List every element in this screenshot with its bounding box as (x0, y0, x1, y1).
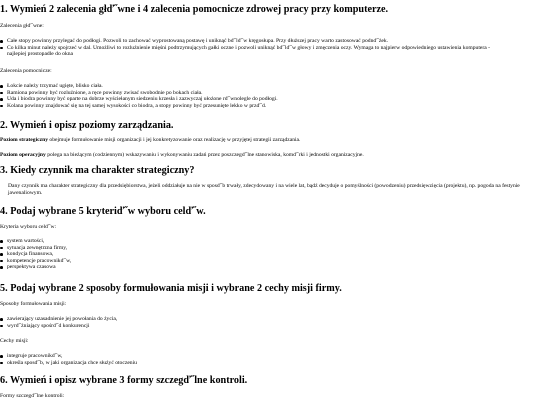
list-item: Uda i biodra powinny być oparte na dobrze wyściełanym siedzeniu krzesła i zazwyczaj ułożone rď˝wnolegle do podłogi. (0, 96, 505, 103)
section-4-list (0, 238, 505, 271)
section-5-label-ways: Sposoby formułowania misji: (0, 301, 67, 307)
list-item: określa sposď˝b, w jaki organizacja chce służyć otoczeniu (0, 360, 505, 367)
list-item: Kolana powinny znajdować się na tej samej wysokości co biodra, a stopy powinny być przesunięte lekko w przď˝d. (0, 103, 505, 110)
term-operational-level: Poziom operacyjny (0, 152, 46, 158)
list-item: system wartości, (0, 238, 505, 245)
list-item: Co kilka minut należy spojrzeć w dal. Umożliwi to rozluźnienie mięśni podtrzymujących gałki oczne i pozwoli uniknąć bď˝lď˝w głowy i zmęczenia oczy. Wymaga to najpierw odpowiedniego ustawienia komputera - najlepiej prostopadle do okna (0, 45, 505, 58)
list-item: sytuacja zewnętrzna firmy, (0, 245, 505, 252)
section-1-heading: 1. Wymień 2 zalecenia głď˝wne i 4 zalecenia pomocnicze zdrowej pracy przy komputerze. (0, 4, 389, 15)
list-item: wyrď˝żniający spośrď˝d konkurencji (0, 323, 505, 330)
section-1-aux-list (0, 83, 505, 109)
section-4-heading: 4. Podaj wybrane 5 kryteriď˝w wyboru celď˝w. (0, 206, 206, 217)
section-2-heading: 2. Wymień i opisz poziomy zarządzania. (0, 120, 174, 131)
section-6-heading: 6. Wymień i opisz wybrane 3 formy szczegď˝lne kontroli. (0, 375, 248, 386)
section-1-label-main: Zalecenia głď˝wne: (0, 23, 44, 29)
section-5-label-features: Cechy misji: (0, 338, 29, 344)
section-2-paragraph-1 (0, 137, 520, 144)
section-5-heading: 5. Podaj wybrane 2 sposoby formułowania misji i wybrane 2 cechy misji firmy. (0, 283, 342, 294)
list-item: zawierający uzasadnienie jej powołania do życia, (0, 316, 505, 323)
section-6-label: Formy szczegď˝lne kontroli: (0, 393, 65, 399)
strategic-level-desc: obejmuje formułowanie misji organizacji i jej konkretyzowanie oraz realizację w przyjętej strategii zarządzania. (48, 137, 301, 143)
section-1-main-list (0, 38, 505, 58)
section-3-heading: 3. Kiedy czynnik ma charakter strategiczny? (0, 165, 195, 176)
section-3-paragraph: Dany czynnik ma charakter strategiczny dla przedsiębiorstwa, jeżeli oddziałuje na nie w sposď˝b trwały, zdecydowany i na wiele lat, bądź decyduje o pomyślności (powodzeniu) przedsięwzięcia (projektu), np. pogoda na festynie jawenaliowym. (8, 183, 520, 196)
operational-level-desc: polega na bieżącym (codziennym) wskazywaniu i wykonywaniu zadań przez poszczegď˝lne stanowiska, komď˝rki i jednostki organizacyjne. (45, 152, 364, 158)
list-item: perspektywa czasowa (0, 264, 505, 271)
list-item: Łokcie należy trzymać ugięte, blisko ciała. (0, 83, 505, 90)
section-5-features-list (0, 353, 505, 366)
list-item: Całe stopy powinny przylegać do podłogi. Pozwoli to zachować wyprostowaną postawę i uniknąć bď˝lď˝w kręgosłupa. Przy dłuższej pracy warto zastosować podnď˝żek. (0, 38, 505, 45)
list-item: integruje pracownikď˝w, (0, 353, 505, 360)
list-item: Ramiona powinny być rozluźnione, a ręce powinny zwisać swobodnie po bokach ciała. (0, 90, 505, 97)
section-2-paragraph-2 (0, 152, 520, 159)
section-5-ways-list (0, 316, 505, 329)
list-item: kompetencje pracownikď˝w, (0, 258, 505, 265)
section-4-label: Kryteria wyboru celď˝w: (0, 224, 57, 230)
term-strategic-level: Poziom strategiczny (0, 137, 48, 143)
list-item: kondycja finansowa, (0, 251, 505, 258)
section-1-label-aux: Zalecenia pomocnicze: (0, 68, 52, 74)
